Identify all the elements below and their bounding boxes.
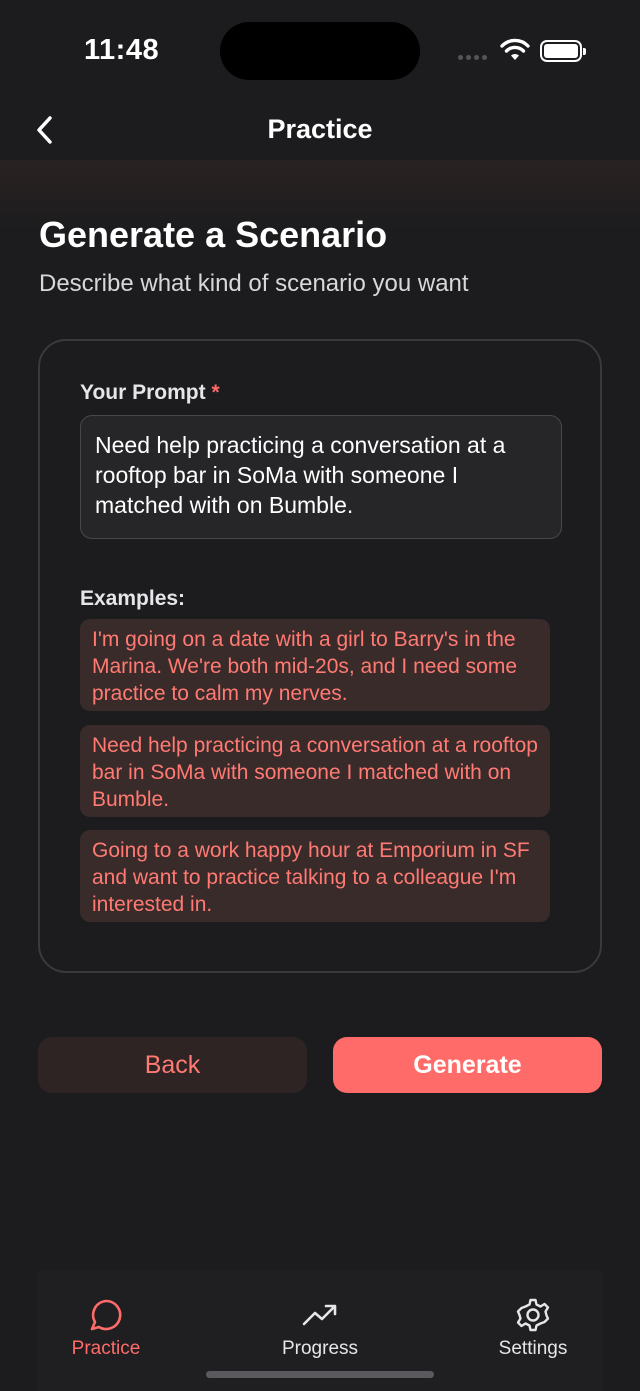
nav-title: Practice	[267, 114, 373, 144]
battery-icon	[540, 40, 582, 62]
example-chip[interactable]: Need help practicing a conversation at a rooftop bar in SoMa with someone I matched with on Bumble.	[80, 725, 550, 817]
chat-bubble-icon	[36, 1296, 176, 1334]
status-bar	[0, 0, 640, 100]
tab-label: Practice	[71, 1338, 141, 1359]
tab-progress[interactable]	[250, 1296, 390, 1360]
example-chip[interactable]: I'm going on a date with a girl to Barry's in the Marina. We're both mid-20s, and I need some practice to calm my nerves.	[80, 619, 550, 711]
generate-button[interactable]: Generate	[333, 1037, 602, 1093]
status-time: 11:48	[84, 34, 160, 66]
prompt-label-text: Your Prompt	[80, 381, 206, 404]
tab-practice[interactable]	[36, 1296, 176, 1360]
back-button[interactable]: Back	[38, 1037, 307, 1093]
prompt-textarea[interactable]: Need help practicing a conversation at a rooftop bar in SoMa with someone I matched with on Bumble.	[80, 415, 562, 539]
tab-settings[interactable]	[463, 1296, 603, 1360]
page-title: Generate a Scenario	[39, 214, 388, 255]
cellular-signal-icon	[458, 55, 487, 60]
tab-label: Settings	[498, 1338, 568, 1359]
example-chip[interactable]: Going to a work happy hour at Emporium in SF and want to practice talking to a colleague I'm interested in.	[80, 830, 550, 922]
wifi-icon	[500, 38, 530, 67]
trending-up-icon	[250, 1296, 390, 1334]
navigation-bar	[0, 100, 640, 160]
examples-label: Examples:	[80, 587, 186, 610]
prompt-label	[80, 381, 220, 405]
home-indicator	[206, 1371, 434, 1378]
tab-label: Progress	[281, 1338, 359, 1359]
scenario-card	[38, 339, 602, 973]
gear-icon	[463, 1296, 603, 1334]
required-marker: *	[211, 381, 220, 404]
page-subtitle: Describe what kind of scenario you want	[39, 270, 469, 297]
dynamic-island	[220, 22, 420, 80]
